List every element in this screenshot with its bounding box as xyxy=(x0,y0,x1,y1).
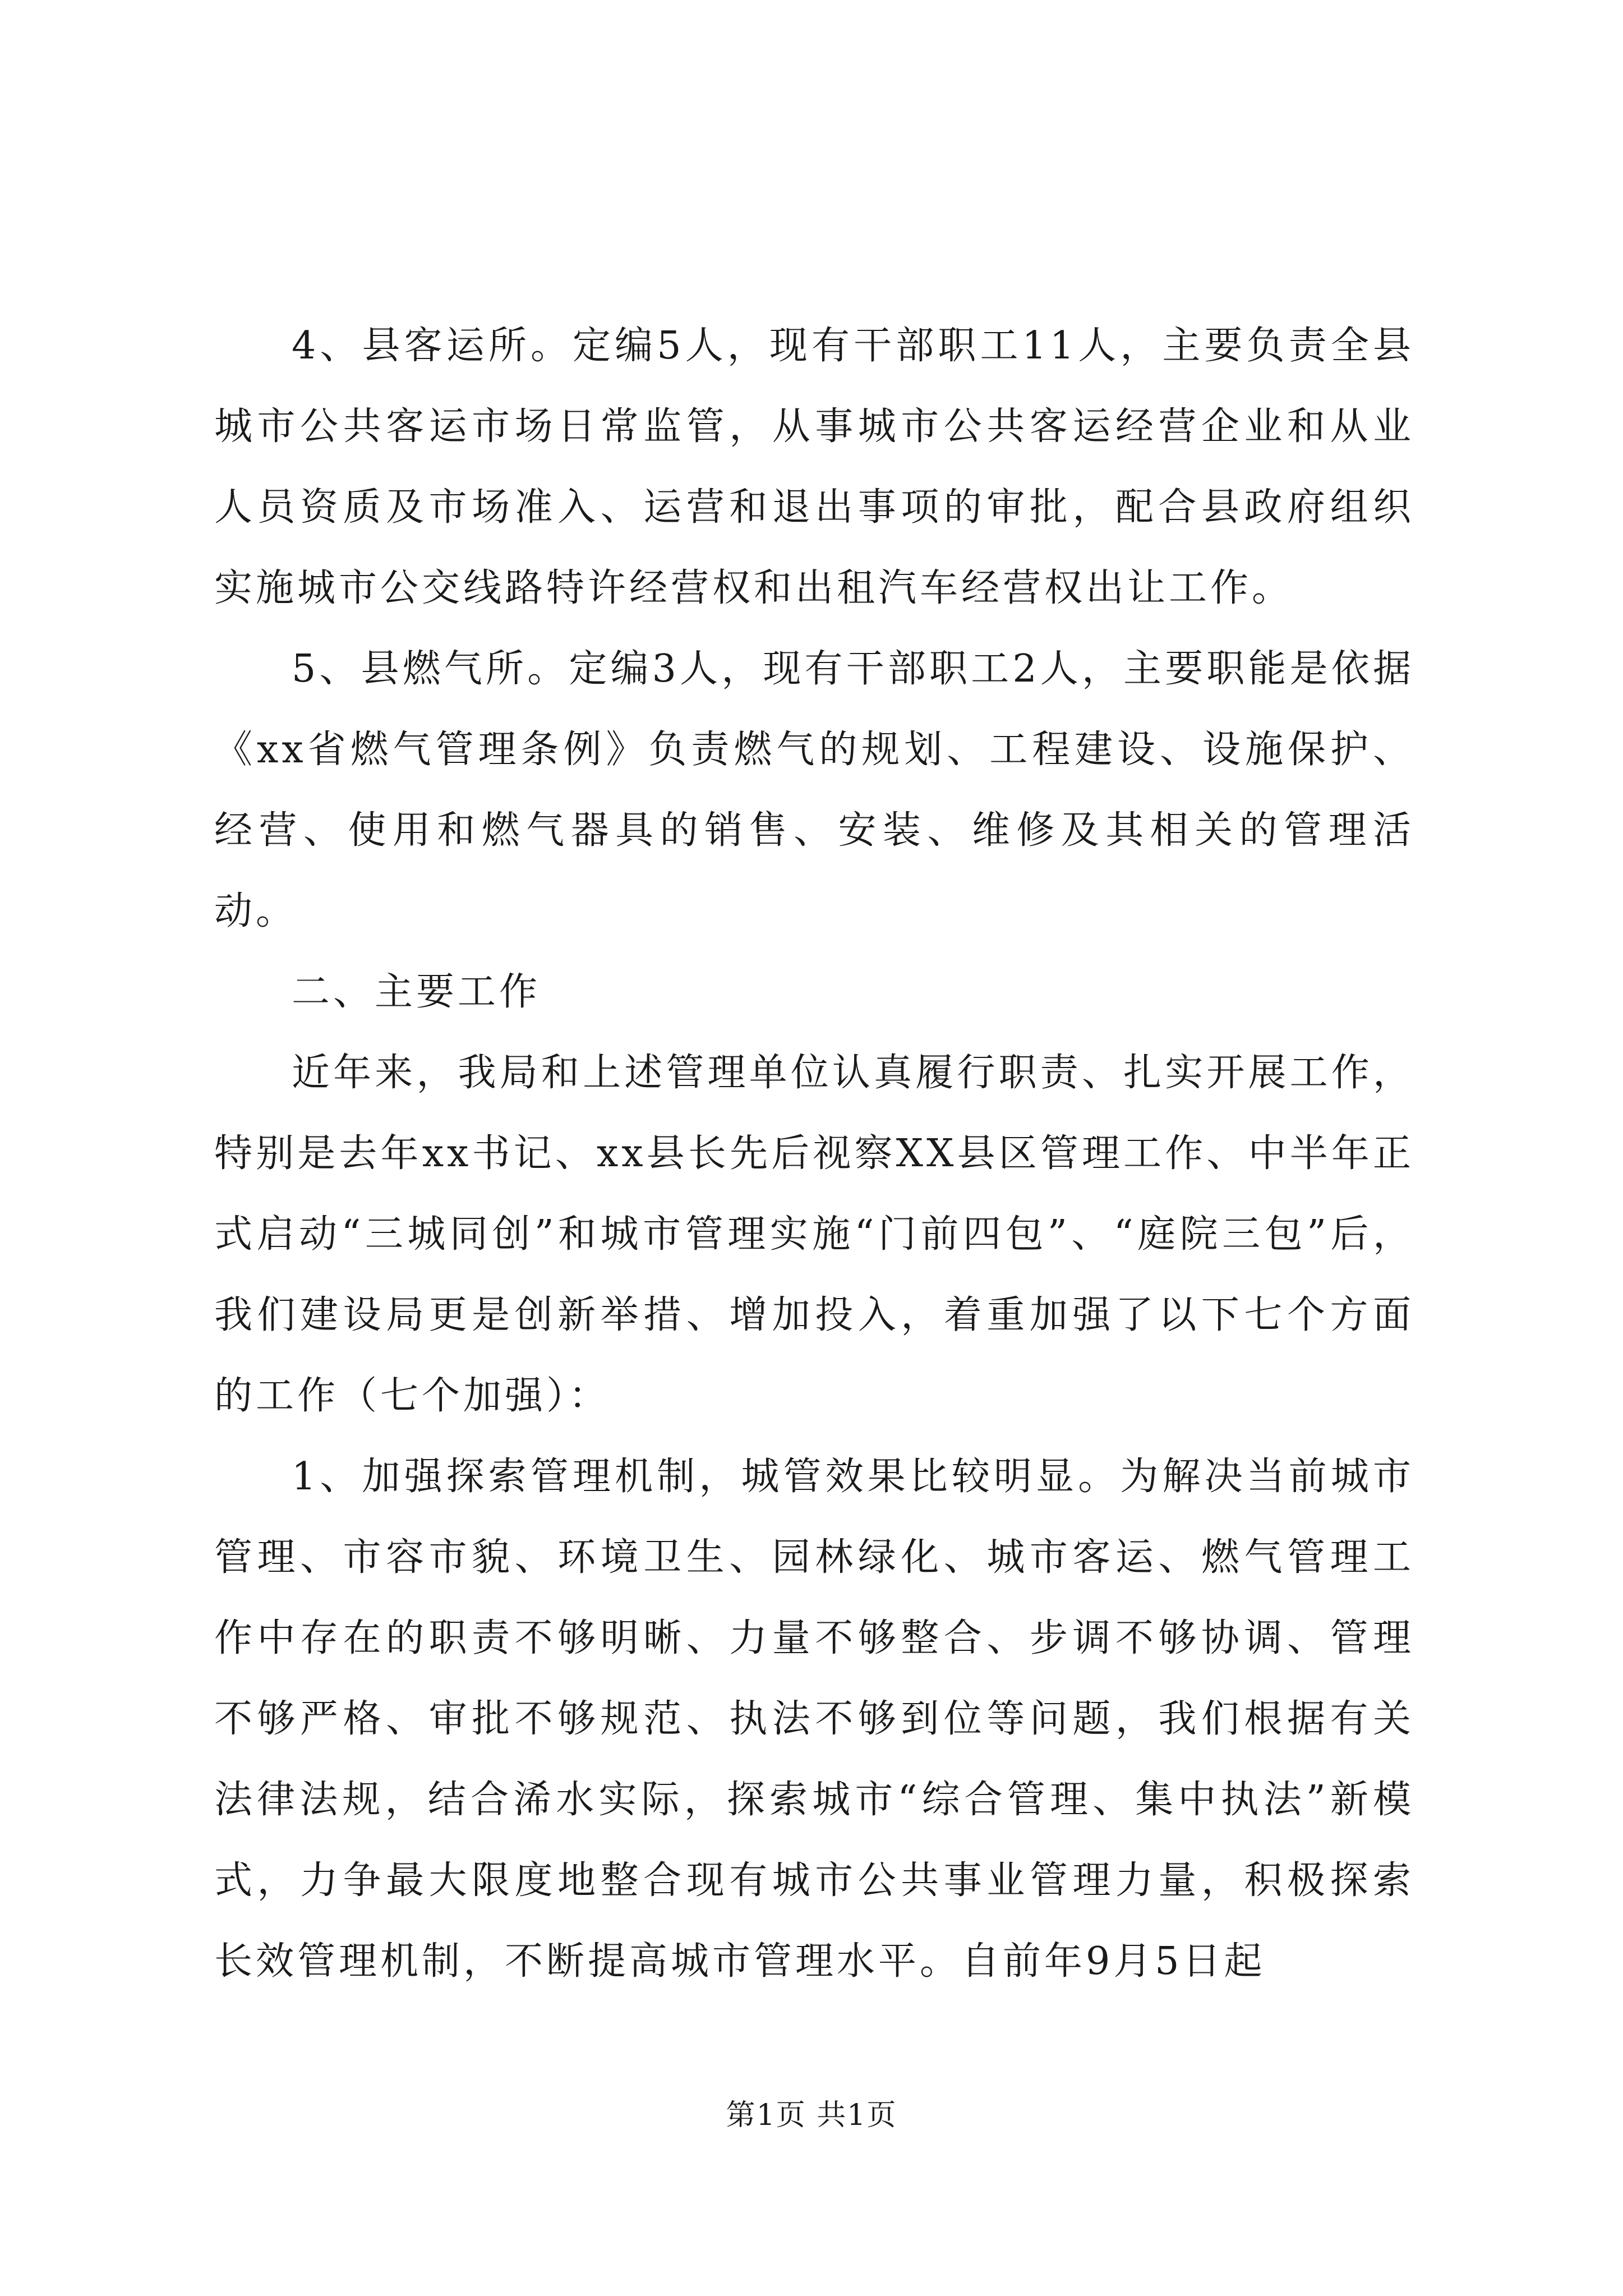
section-heading-main-work: 二、主要工作 xyxy=(292,970,541,1014)
page-footer: 第1页 共1页 xyxy=(726,2099,897,2132)
paragraph-management-mechanism: 1、加强探索管理机制，城管效果比较明显。为解决当前城市管理、市容市貌、环境卫生、园林绿化、城市客运、燃气管理工作中存在的职责不够明晰、力量不够整合、步调不够协调、管理不够严格、审批不够规范、执法不够到位等问题，我们根据有关法律法规，结合浠水实际，探索城市“综合管理、集中执法”新模式，力争最大限度地整合现有城市公共事业管理力量，积极探索长效管理机制，不断提高城市管理水平。自前年9月5日起 xyxy=(214,1455,1414,1984)
document-body xyxy=(214,306,1414,2002)
paragraph-gas-office: 5、县燃气所。定编3人，现有干部职工2人，主要职能是依据《xx省燃气管理条例》负责燃气的规划、工程建设、设施保护、经营、使用和燃气器具的销售、安装、维修及其相关的管理活动。 xyxy=(214,647,1414,933)
paragraph-passenger-transport-office: 4、县客运所。定编5人，现有干部职工11人，主要负责全县城市公共客运市场日常监管，从事城市公共客运经营企业和从业人员资质及市场准入、运营和退出事项的审批，配合县政府组织实施城市公交线路特许经营权和出租汽车经营权出让工作。 xyxy=(214,324,1414,610)
paragraph-recent-work: 近年来，我局和上述管理单位认真履行职责、扎实开展工作，特别是去年xx书记、xx县长先后视察XX县区管理工作、中半年正式启动“三城同创”和城市管理实施“门前四包”、“庭院三包”后，我们建设局更是创新举措、增加投入，着重加强了以下七个方面的工作（七个加强）： xyxy=(214,1051,1414,1418)
